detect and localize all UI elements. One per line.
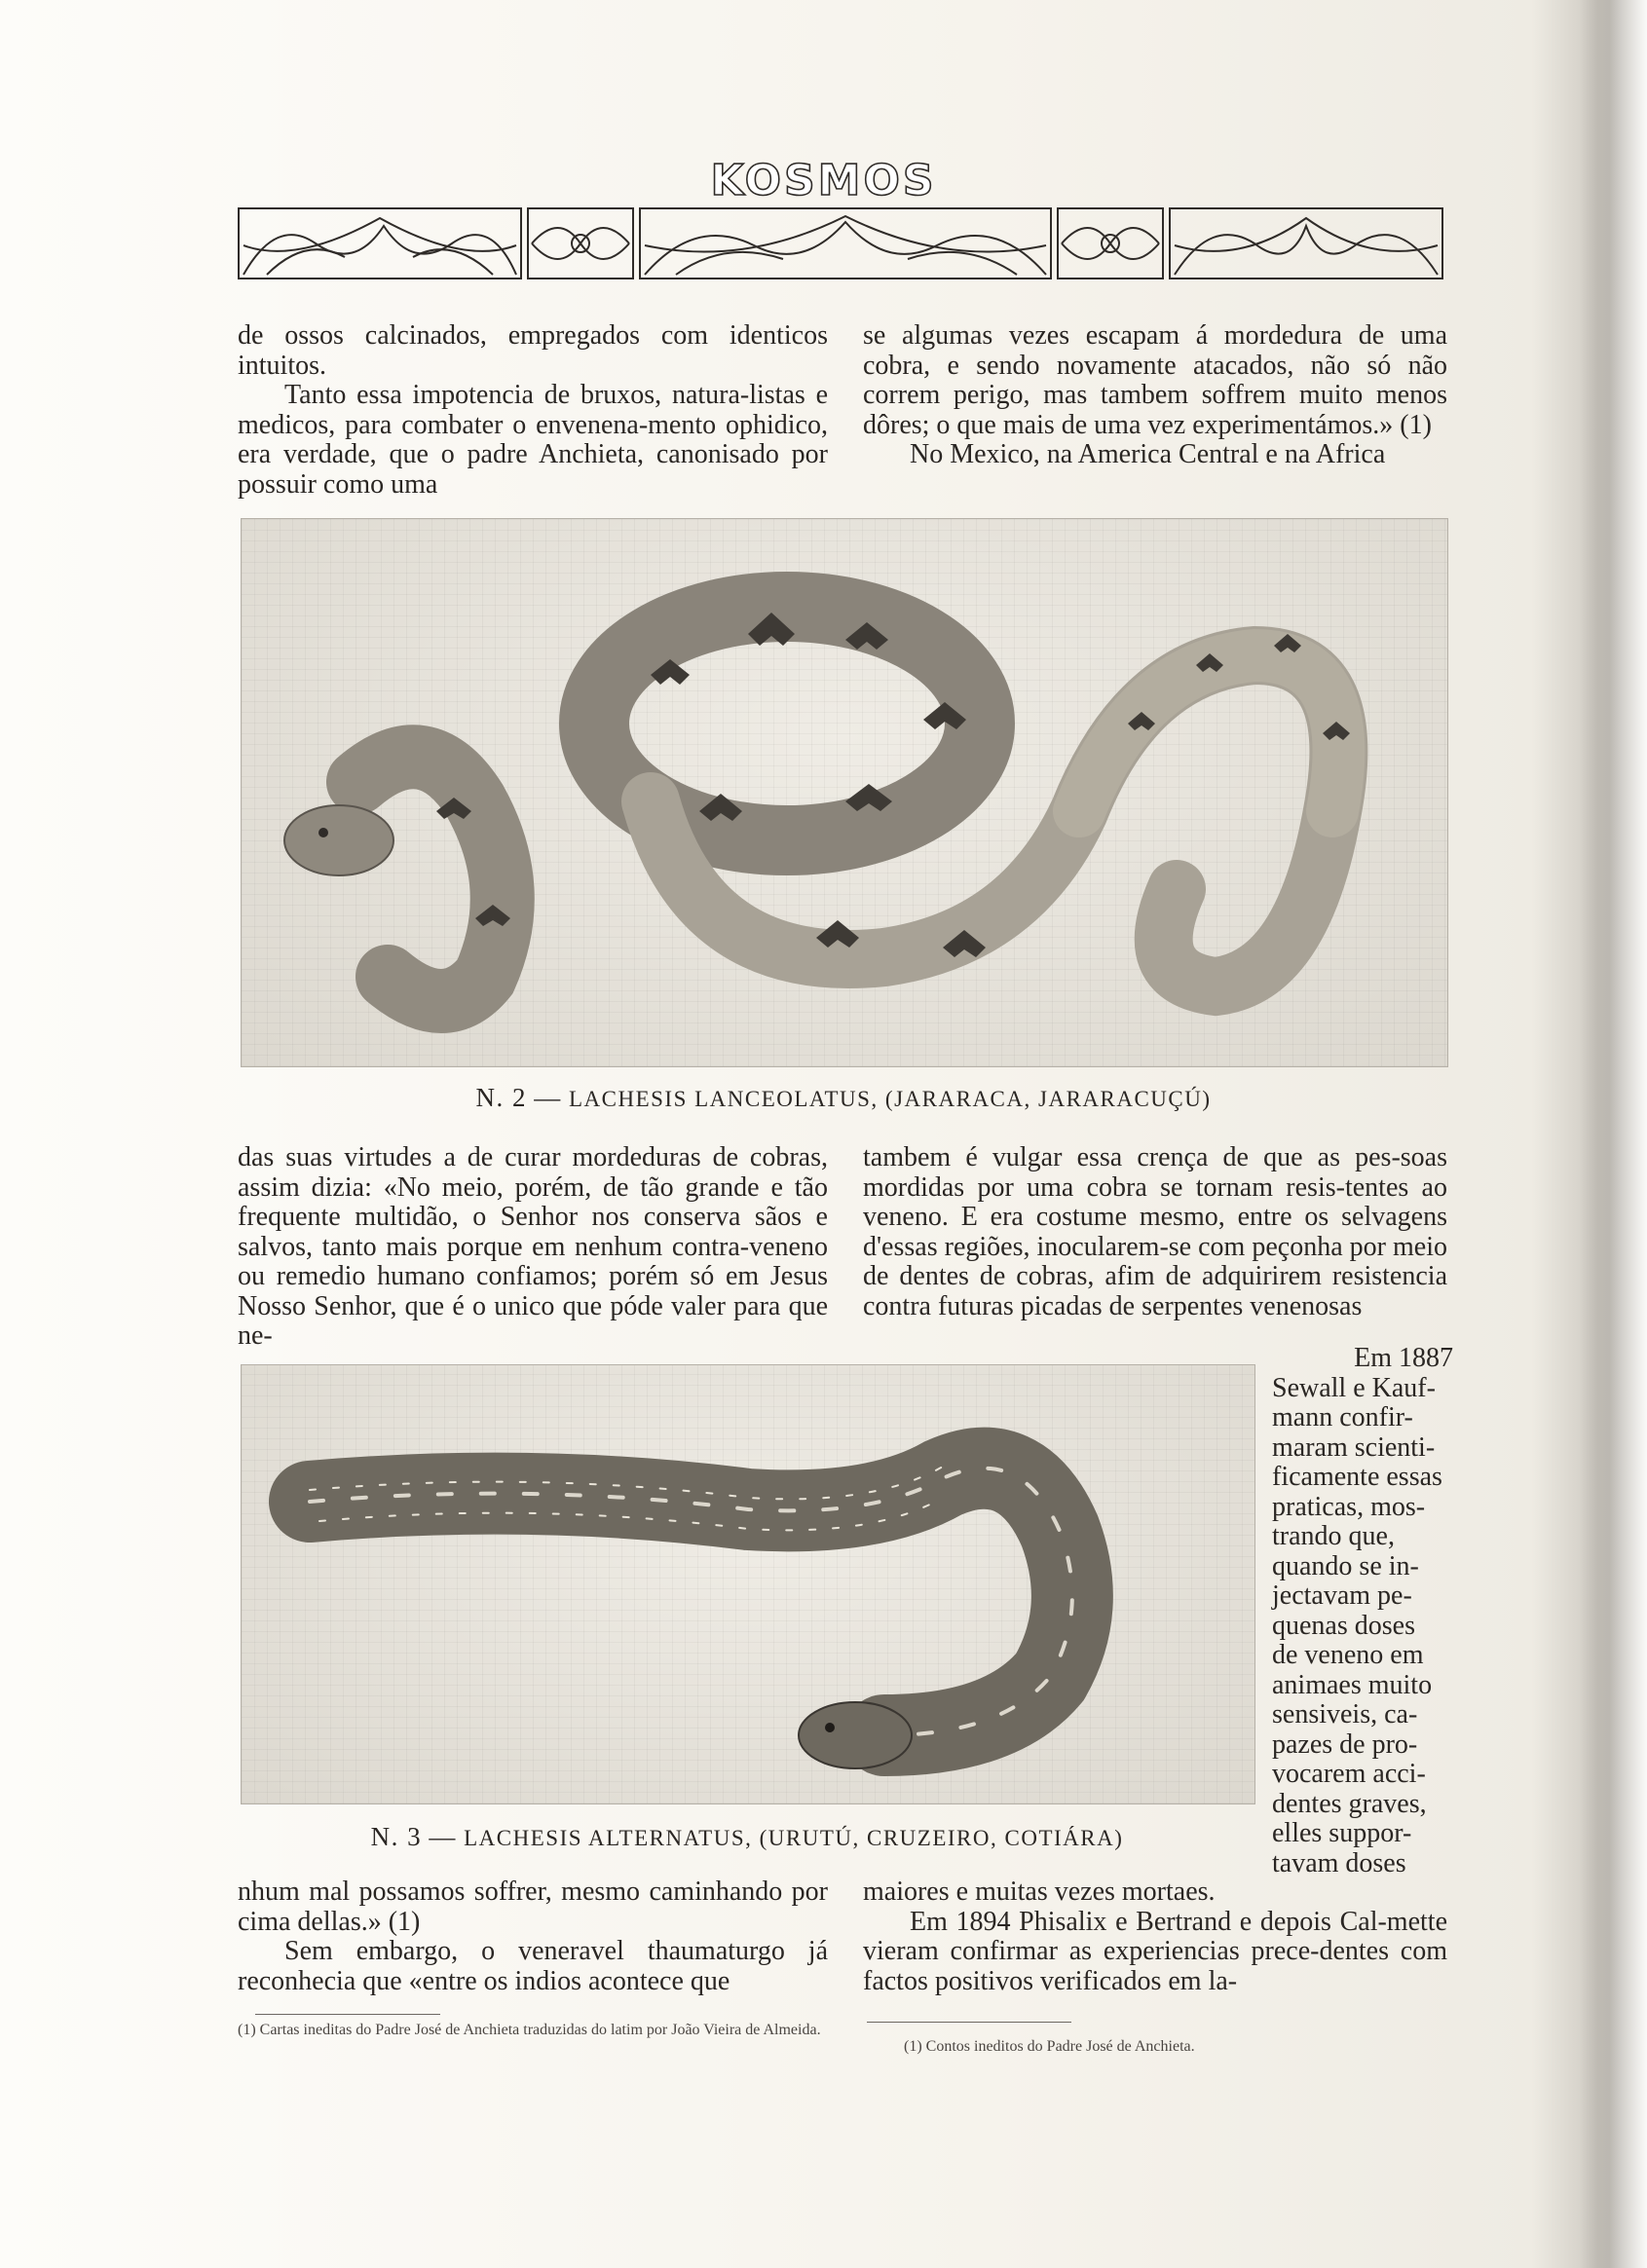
side-line: elles suppor- bbox=[1272, 1818, 1412, 1848]
caption-text: LACHESIS LANCEOLATUS, (JARARACA, JARARACUÇÚ) bbox=[568, 1087, 1212, 1111]
paragraph: tambem é vulgar essa crença de que as pes-soas mordidas por uma cobra se tornam resis-tentes ao veneno. E era costume mesmo, entre os selvagens d'essas regiões, inocularem-se com peçonha por meio de dentes de cobras, afim de adquirirem resistencia contra futuras picadas de serpentes venenosas bbox=[863, 1142, 1447, 1321]
side-line: mann confir- bbox=[1272, 1402, 1413, 1432]
side-line: de veneno em bbox=[1272, 1640, 1424, 1670]
paragraph: Sem embargo, o veneravel thaumaturgo já reconhecia que «entre os indios acontece que bbox=[238, 1936, 828, 1996]
footnote-right: (1) Contos ineditos do Padre José de Anchieta. bbox=[904, 2038, 1195, 2055]
middle-left-column bbox=[238, 1143, 828, 1352]
side-line: jectavam pe- bbox=[1272, 1580, 1412, 1611]
figure-3-photo bbox=[241, 1364, 1255, 1804]
binding-shadow bbox=[1579, 0, 1647, 2268]
figure-2-caption bbox=[241, 1083, 1446, 1113]
side-line: maram scienti- bbox=[1272, 1431, 1436, 1463]
side-line: pazes de pro- bbox=[1272, 1729, 1418, 1760]
footnote-rule-left bbox=[255, 2014, 440, 2015]
snake-illustration bbox=[242, 519, 1447, 1066]
paragraph: se algumas vezes escapam á mordedura de uma cobra, e sendo novamente atacados, não só não correm perigo, mas tambem soffrem muito menos dôres; o que mais de uma vez experimentámos.» (1) bbox=[863, 320, 1447, 440]
figure-2-photo bbox=[241, 518, 1448, 1067]
paragraph: de ossos calcinados, empregados com identicos intuitos. bbox=[238, 320, 828, 381]
side-line: praticas, mos- bbox=[1272, 1491, 1426, 1522]
middle-right-column bbox=[863, 1143, 1447, 1321]
side-line: tavam doses bbox=[1272, 1847, 1406, 1878]
paragraph: No Mexico, na America Central e na Africa bbox=[910, 439, 1386, 469]
figure-3-caption bbox=[241, 1822, 1254, 1852]
side-line: sensiveis, ca- bbox=[1272, 1699, 1418, 1729]
bottom-left-column bbox=[238, 1878, 828, 1996]
caption-text: LACHESIS ALTERNATUS, (URUTÚ, CRUZEIRO, COTIÁRA) bbox=[464, 1826, 1124, 1850]
footnote-rule-right bbox=[867, 2022, 1071, 2023]
bottom-right-column bbox=[863, 1878, 1447, 1996]
top-left-column bbox=[238, 321, 828, 500]
side-line: quenas doses bbox=[1272, 1610, 1415, 1641]
paragraph: das suas virtudes a de curar mordeduras de cobras, assim dizia: «No meio, porém, de tão grande e tão frequente multidão, o Senhor nos conserva sãos e salvos, tanto mais porque em nenhum contra-veneno ou remedio humano confiamos; porém só em Jesus Nosso Senhor, que é o unico que póde valer para que ne- bbox=[238, 1142, 828, 1351]
snake-illustration bbox=[242, 1365, 1254, 1803]
side-line: animaes muito bbox=[1272, 1669, 1433, 1700]
side-line: Em 1887 bbox=[1354, 1343, 1453, 1373]
caption-dash: — bbox=[534, 1083, 562, 1112]
masthead-title: KOSMOS bbox=[710, 156, 937, 205]
top-right-column bbox=[863, 321, 1447, 470]
paragraph: maiores e muitas vezes mortaes. bbox=[863, 1877, 1216, 1907]
figure-number: N. 3 bbox=[370, 1822, 423, 1851]
side-column bbox=[1272, 1344, 1453, 1878]
side-line: Sewall e Kauf- bbox=[1272, 1372, 1436, 1403]
paragraph: nhum mal possamos soffrer, mesmo caminhando por cima dellas.» (1) bbox=[238, 1877, 828, 1937]
paragraph: Em 1894 Phisalix e Bertrand e depois Cal-mette vieram confirmar as experiencias prece-dentes com factos positivos verificados em la- bbox=[863, 1906, 1447, 1996]
ornament-band bbox=[238, 206, 1443, 280]
side-line: quando se in- bbox=[1272, 1550, 1419, 1581]
side-line: ficamente essas bbox=[1272, 1462, 1442, 1492]
caption-dash: — bbox=[429, 1822, 457, 1851]
paragraph: Tanto essa impotencia de bruxos, natura-listas e medicos, para combater o envenena-mento ophidico, era verdade, que o padre Anchieta, canonisado por possuir como uma bbox=[238, 380, 828, 500]
figure-number: N. 2 bbox=[475, 1083, 527, 1112]
footnote-left: (1) Cartas ineditas do Padre José de Anchieta traduzidas do latim por João Vieira de Almeida. bbox=[238, 2022, 821, 2038]
side-line: trando que, bbox=[1272, 1521, 1395, 1551]
side-line: dentes graves, bbox=[1272, 1788, 1427, 1819]
side-line: vocarem acci- bbox=[1272, 1759, 1426, 1789]
